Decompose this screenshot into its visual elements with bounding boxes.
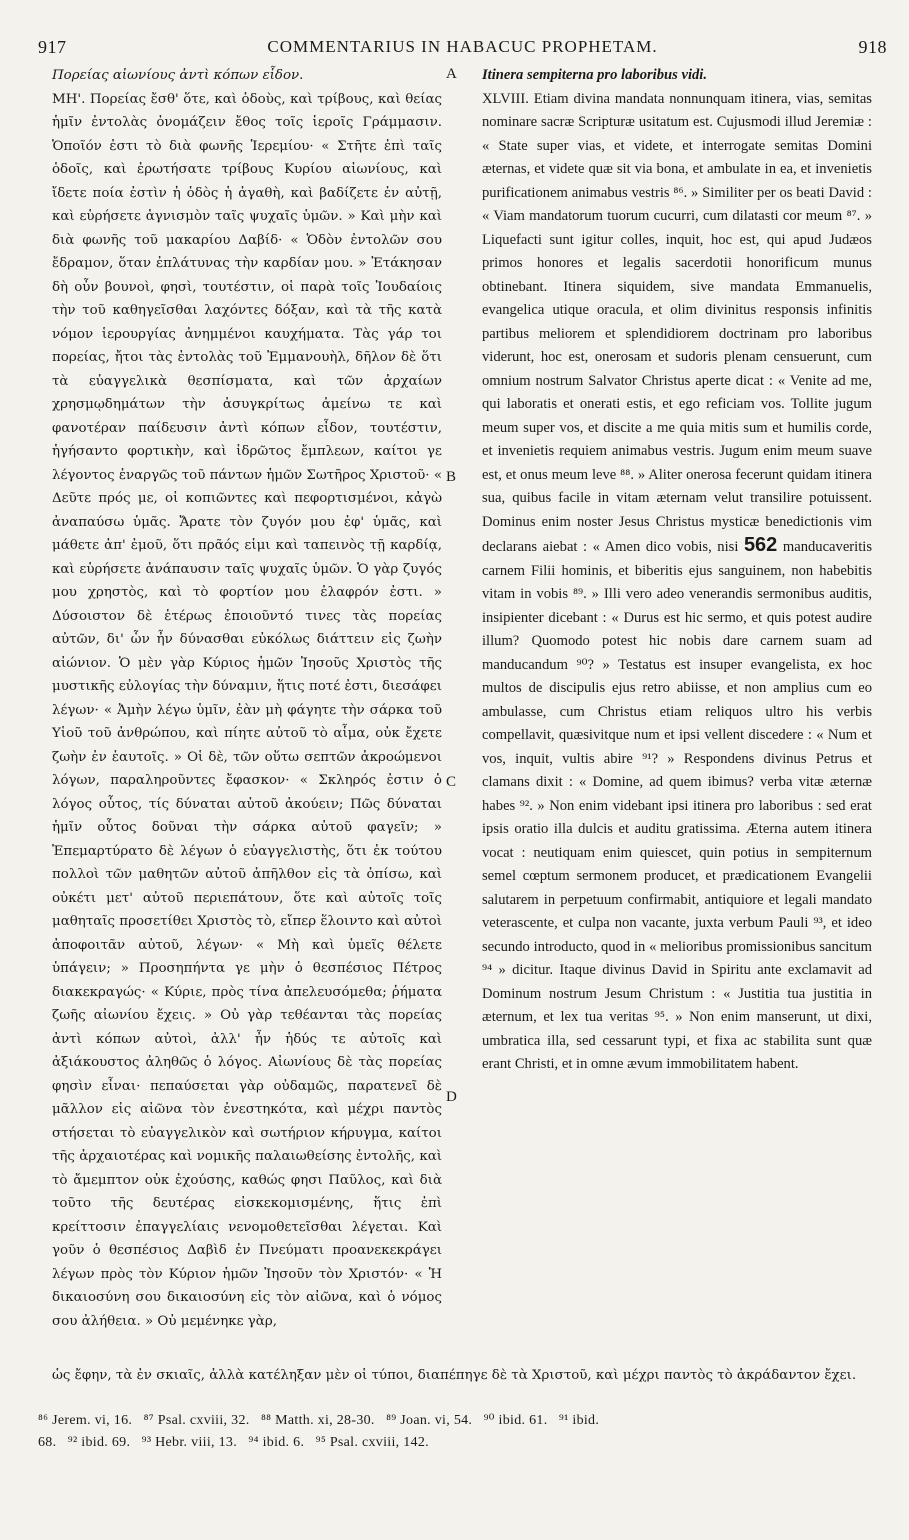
footnote-line-2: 68. ⁹² ibid. 69. ⁹³ Hebr. viii, 13. ⁹⁴ ibid. 6. ⁹⁵ Psal. cxviii, 142.	[38, 1435, 429, 1450]
right-page-number: 918	[858, 36, 887, 57]
left-page-number: 917	[38, 36, 67, 57]
latin-body-part-1: XLVIII. Etiam divina mandata nonnunquam itinera, vias, semitas nominare sacræ Scripturæ usitatum est. Cujusmodi illud Jeremiæ : « State super vias, et videte, et interrogate semitas Domini æternas, et videte quæ sit via bona, et ambulate in ea, et invenietis purificationem animabus vestris ⁸⁶. » Similiter per os beati David : « Viam mandatorum tuorum cucurri, cum dilatasti cor meum ⁸⁷. » Liquefacti sunt igitur colles, inquit, hoc est, qui apud Judæos primos honores et legalis sacerdotii honorificum munus obtinebant. Itinera siquidem, sive mandata Emmanuelis, evangelica utique oracula, et olim divinitus responsis infinitis partibus meliorem et splendidiorem doctrinam pro laboribus viderunt, hoc est, onerosam et sudoris plenam censuerunt, cum omnium nostrum Salvator Christus aperte dicat : « Venite ad me, qui laboratis et onerati estis, et ego reficiam vos. Tollite jugum meum super vos, et discite a me quia mitis sum et humilis corde, et invenietis requiem animabus vestris. Jugum enim meum suave est, et onus meum leve ⁸⁸. » Aliter onerosa fecerunt quidam itinera sua, quibus facile in vitam æternam velut transilire potuissent. Dominus enim noster Jesus Christus mysticæ benedictionis vim declarans aiebat : « Amen dico vobis, nisi	[482, 90, 872, 555]
footnote-line-1: ⁸⁶ Jerem. vi, 16. ⁸⁷ Psal. cxviii, 32. ⁸⁸ Matth. xi, 28-30. ⁸⁹ Joan. vi, 54. ⁹⁰ ibid. 61. ⁹¹ ibid.	[38, 1413, 600, 1428]
latin-column	[482, 64, 872, 1077]
greek-body: ΜΗ'. Πορείας ἔσθ' ὅτε, καὶ ὁδοὺς, καὶ τρίβους, καὶ θείας ἡμῖν ἐντολὰς ὀνομάζειν ἔθος τοῖς ἱεροῖς Γράμμασιν. Ὁποῖόν ἐστι τὸ διὰ φωνῆς Ἱερεμίου· « Στῆτε ἐπὶ ταῖς ὁδοῖς, καὶ ἐρωτήσατε τρίβους Κυρίου αἰωνίους, καὶ ἴδετε ποία ἐστὶν ἡ ὁδὸς ἡ ἀγαθὴ, καὶ βαδίζετε ἐν αὐτῇ, καὶ εὑρήσετε ἁγνισμὸν ταῖς ψυχαῖς ὑμῶν. » Καὶ μὴν καὶ διὰ φωνῆς τοῦ μακαρίου Δαβίδ· « Ὁδὸν ἐντολῶν σου ἔδραμον, ὅταν ἐπλάτυνας τὴν καρδίαν μου. » Ἐτάκησαν δὴ οὖν βουνοὶ, φησὶ, τουτέστιν, οἱ παρὰ τοῖς Ἰουδαίοις τὴν τοῦ καθηγεῖσθαι λαχόντες δόξαν, καὶ τὰ τῆς κατὰ νόμον ἱερουργίας ἀνημμένοι καυχήματα. Τὰς γάρ τοι πορείας, ἤτοι τὰς ἐντολὰς τοῦ Ἐμμανουὴλ, δῆλον δὲ ὅτι τὰ εὐαγγελικὰ θεσπίσματα, καὶ τῶν ἀρχαίων χρησμῳδημάτων τὴν ἀσυγκρίτως ἀμείνω τε καὶ φανοτέραν παίδευσιν ἀντὶ κόπων εἶδον, τουτέστιν, ἡγήσαντο φορτικὴν, καὶ ἱδρῶτος ἔμπλεων, καίτοι γε λέγοντος ἐναργῶς τοῦ πάντων ἡμῶν Σωτῆρος Χριστοῦ· « Δεῦτε πρός με, οἱ κοπιῶντες καὶ πεφορτισμένοι, κἀγὼ ἀναπαύσω ὑμᾶς. Ἄρατε τὸν ζυγόν μου ἐφ' ὑμᾶς, καὶ μάθετε ἀπ' ἐμοῦ, ὅτι πρᾶός εἰμι καὶ ταπεινὸς τῇ καρδίᾳ, καὶ εὑρήσετε ἀνάπαυσιν ταῖς ψυχαῖς ὑμῶν. Ὁ γὰρ ζυγός μου χρηστὸς, καὶ τὸ φορτίον μου ἐλαφρόν ἐστι. » Δύσοιστον δὲ ἑτέρως ἐποιοῦντό τινες τὰς πορείας αὐτῶν, δι' ὧν ἦν δύνασθαι εὐκόλως διάττειν εἰς ζωὴν αἰώνιον. Ὁ μὲν γὰρ Κύριος ἡμῶν Ἰησοῦς Χριστὸς τῆς μυστικῆς εὐλογίας τὴν δύναμιν, ἥτις ποτέ ἐστι, διεσάφει λέγων· « Ἀμὴν λέγω ὑμῖν, ἐὰν μὴ φάγητε τὴν σάρκα τοῦ Υἱοῦ τοῦ ἀνθρώπου, καὶ πίητε αὐτοῦ τὸ αἷμα, οὐκ ἔχετε ζωὴν ἐν ἑαυτοῖς. » Οἱ δὲ, τῶν οὕτω σεπτῶν ἀκροώμενοι λόγων, παραληροῦντες ἔφασκον· « Σκληρός ἐστιν ὁ λόγος οὗτος, τίς δύναται αὐτοῦ ἀκούειν; Πῶς δύναται ἡμῖν οὗτος δοῦναι τὴν σάρκα αὐτοῦ φαγεῖν; » Ἐπεμαρτύρατο δὲ λέγων ὁ εὐαγγελιστὴς, ὅτι ἐκ τούτου πολλοὶ τῶν μαθητῶν αὐτοῦ ἀπῆλθον εἰς τὰ ὀπίσω, καὶ οὐκέτι μετ' αὐτοῦ περιεπάτουν, ὅτε καὶ αὐτοῖς τοῖς μαθηταῖς προσετίθει Χριστὸς τὸ, εἴπερ ἕλοιντο καὶ αὐτοὶ ἀποφοιτᾶν αὐτοῦ, λέγων· « Μὴ καὶ ὑμεῖς θέλετε ὑπάγειν; » Προσηπήντα γε μὴν ὁ θεσπέσιος Πέτρος διακεκραγώς· « Κύριε, πρὸς τίνα ἀπελευσόμεθα; ῥήματα ζωῆς αἰωνίου ἔχεις. » Οὐ γὰρ τεθέανται τὰς πορείας ἀντὶ κόπων αὐτοὶ, ἀλλ' ἦν ἡδύς τε αὐτοῖς καὶ ἀξιάκουστος ἀληθῶς ὁ λόγος. Αἰωνίους δὲ τὰς πορείας φησὶν εἶναι· πεπαύσεται γὰρ οὐδαμῶς, παρατενεῖ δὲ μᾶλλον εἰς αἰῶνα τὸν ἐνεστηκότα, καὶ μέχρι παντὸς στήσεται τὸ εὐαγγελικὸν καὶ σωτήριον κήρυγμα, καίτοι τῆς ἀρχαιοτέρας καὶ νομικῆς παλαιωθείσης ἐντολῆς, καὶ τὸ ἄμεμπτον οὐκ ἐχούσης, καθώς φησι Παῦλος, καὶ διὰ τοῦτο τῆς δευτέρας εἰσκεκομισμένης, ἥτις ἐπὶ κρείττοσιν ἐπαγγελίαις νενομοθετεῖσθαι λέγεται. Καὶ γοῦν ὁ θεσπέσιος Δαβὶδ ἐν Πνεύματι προανεκεκράγει λέγων πρὸς τὸν Κύριον ἡμῶν Ἰησοῦν τὸν Χριστόν· « Ἡ δικαιοσύνη σου δικαιοσύνη εἰς τὸν αἰῶνα, καὶ ὁ νόμος σου ἀλήθεια. » Οὐ μεμένηκε γὰρ,	[52, 91, 443, 1329]
footnotes	[38, 1410, 880, 1454]
margin-marker-b: B	[446, 469, 457, 485]
margin-markers	[446, 64, 466, 1264]
latin-heading: Itinera sempiterna pro laboribus vidi.	[482, 67, 708, 83]
latin-body	[482, 88, 872, 1077]
latin-body-part-2: manducaveritis carnem Filii hominis, et biberitis ejus sanguinem, non habebitis vitam in vobis ⁸⁹. » Illi vero adeo venerandis sermonibus auditis, insipienter dicebant : « Durus est hic sermo, et quis potest audire illum? Quomodo potest hic nobis dare carnem suam ad manducandum ⁹⁰? » Testatus est insuper evangelista, ex hoc multos de discipulis ejus retro abiisse, et non amplius cum eo ambulasse, cum Christus etiam reliquos ultro his verbis compellavit, quæsivitque num et ipsi vellent discedere : « Num et vos, inquit, vultis abire ⁹¹? » Respondens divinus Petrus et clamans dixit : « Domine, ad quem ibimus? verba vitæ æternæ habes ⁹². » Non enim videbant ipsi itinera pro laboribus : sed erat ipsis oratio illa dulcis et auditu gratissima. Æterna autem itinera vocat : neutiquam enim quiescet, quin potius in sempiternum semel cœptum sermonem producet, et prædicationem Evangelii salutarem in perpetuum confirmabit, antiquiore et legali mandato veterascente, et culpa non vacante, juxta verbum Pauli ⁹³, et ideo secundo introducto, quod in « melioribus promissionibus sancitum ⁹⁴ » dicitur. Itaque divinus David in Spiritu ante exclamavit ad Dominum nostrum Jesum Christum : « Justitia tua justitia in æternum, et lex tua veritas ⁹⁵. » Non enim manserunt, ut dixi, umbratica illa, sed cessarunt typi, et fixa ac stabilita sunt quæ erant Christi, et in omne ævum immobilitatem habent.	[482, 539, 873, 1072]
column-number: 562	[743, 534, 778, 556]
running-header	[38, 34, 887, 60]
margin-marker-c: C	[446, 774, 457, 790]
margin-marker-a: A	[446, 66, 457, 82]
running-title: COMMENTARIUS IN HABACUC PROPHETAM.	[267, 37, 658, 56]
greek-column	[52, 64, 442, 1333]
greek-tail-line: ὡς ἔφην, τὰ ἐν σκιαῖς, ἀλλὰ κατέληξαν μὲν οἱ τύποι, διαπέπηγε δὲ τὰ Χριστοῦ, καὶ μέχρι παντὸς τὸ ἀκράδαντον ἔχει.	[52, 1368, 857, 1383]
greek-heading: Πορείας αἰωνίους ἀντὶ κόπων εἶδον.	[52, 68, 304, 83]
margin-marker-d: D	[446, 1089, 457, 1105]
